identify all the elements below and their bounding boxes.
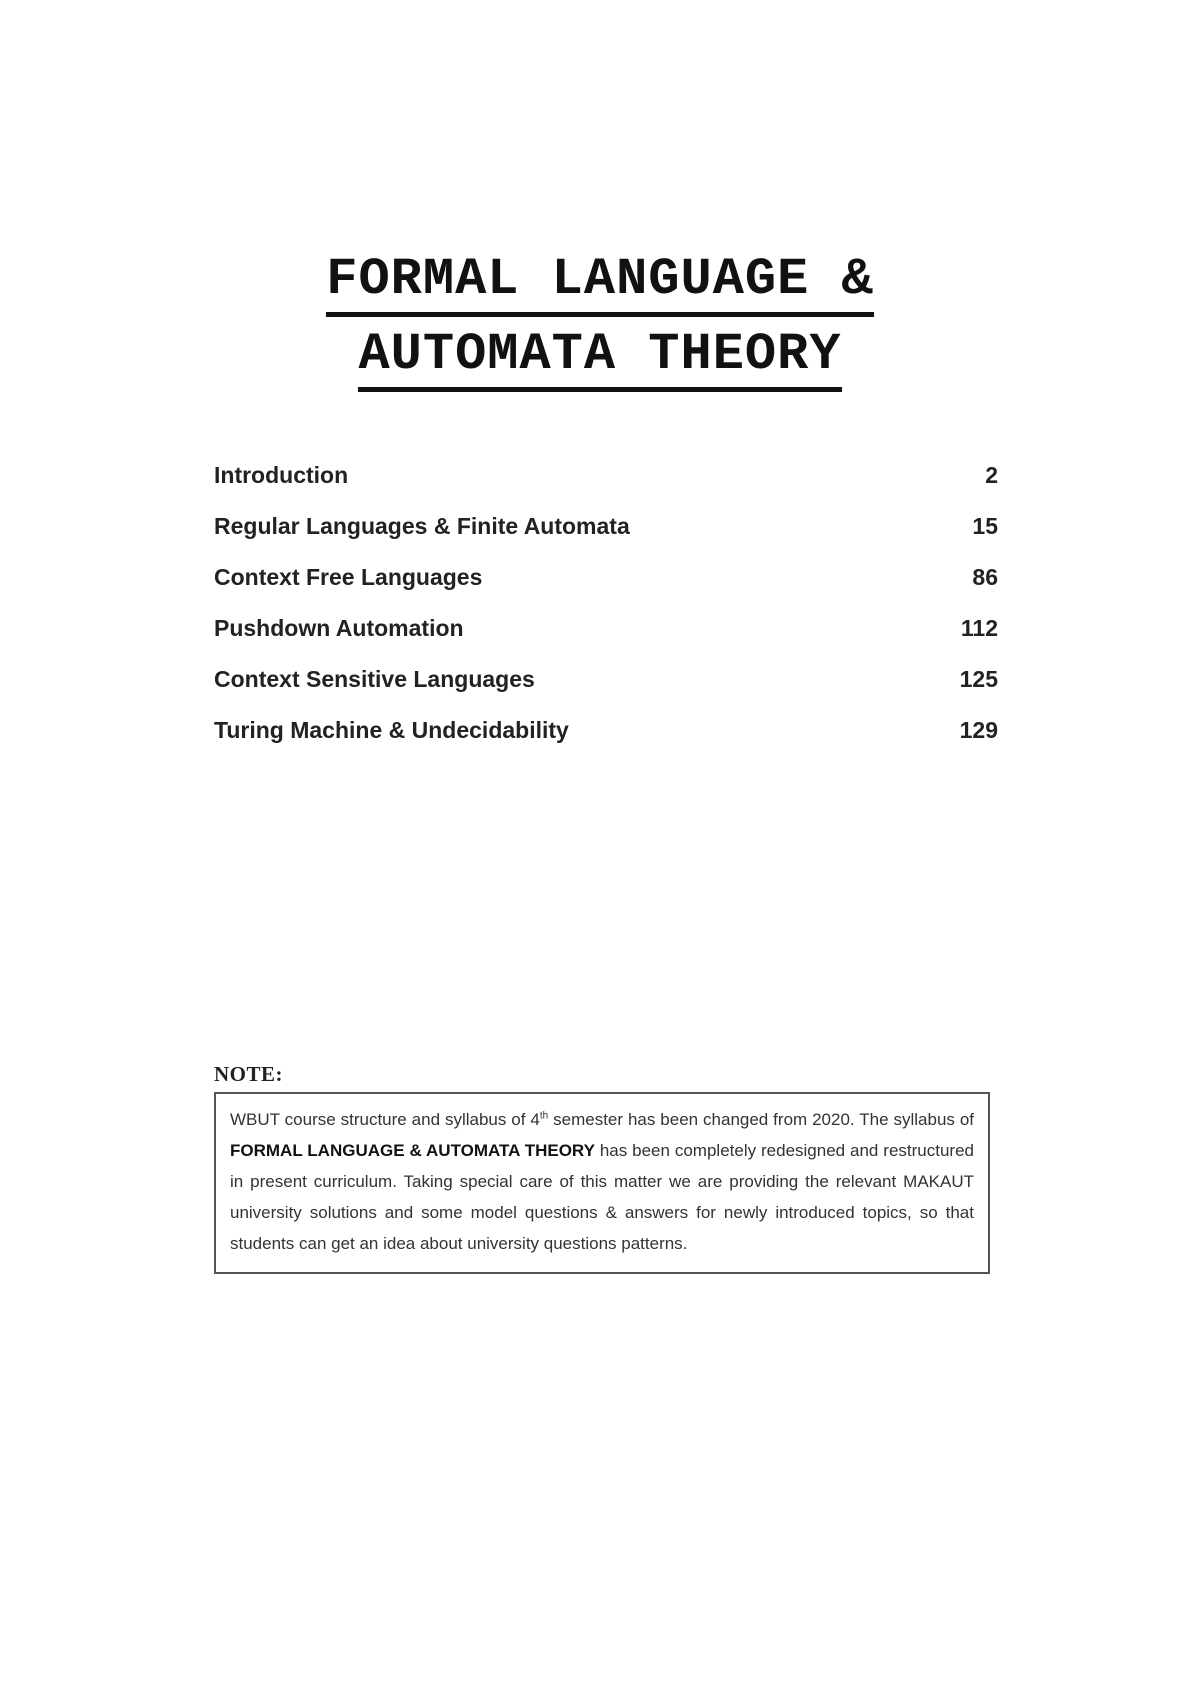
- toc-entry-page: 2: [985, 462, 998, 488]
- toc-entry-label: Introduction: [214, 462, 349, 488]
- toc-entry-page: 129: [959, 717, 998, 743]
- note-text-part3: has been completely redesigned and restructured in present curriculum. Taking special care of this matter we are providing the relevant MAKAUT university solutions and some model questions & answers for newly introduced topics, so that students can get an idea about university questions patterns.: [230, 1141, 974, 1253]
- toc-entry[interactable]: [214, 513, 998, 564]
- toc-entry-label: Turing Machine & Undecidability: [214, 717, 569, 743]
- toc-entry[interactable]: [214, 717, 998, 768]
- note-label: NOTE:: [214, 1062, 284, 1086]
- toc-entry[interactable]: [214, 615, 998, 666]
- toc-entry[interactable]: [214, 666, 998, 717]
- toc-entry-label: Context Free Languages: [214, 564, 483, 590]
- document-title: [0, 250, 1200, 392]
- note-superscript: th: [539, 1110, 549, 1122]
- toc-entry-label: Regular Languages & Finite Automata: [214, 513, 630, 539]
- title-line-1: FORMAL LANGUAGE &: [326, 250, 874, 317]
- toc-entry-page: 112: [960, 615, 998, 641]
- toc-entry-label: Context Sensitive Languages: [214, 666, 535, 692]
- title-line-2: AUTOMATA THEORY: [358, 325, 841, 392]
- toc-entry-page: 15: [972, 513, 998, 539]
- toc-entry-page: 125: [959, 666, 998, 692]
- toc-entry-label: Pushdown Automation: [214, 615, 464, 641]
- note-text-part1: WBUT course structure and syllabus of 4: [230, 1110, 540, 1129]
- note-box: [214, 1092, 990, 1274]
- toc-entry-page: 86: [972, 564, 998, 590]
- toc-entry[interactable]: [214, 564, 998, 615]
- toc-entry[interactable]: [214, 462, 998, 513]
- note-text-part2: semester has been changed from 2020. The syllabus of: [548, 1110, 974, 1129]
- table-of-contents: [214, 462, 998, 768]
- note-subject: FORMAL LANGUAGE & AUTOMATA THEORY: [230, 1141, 595, 1160]
